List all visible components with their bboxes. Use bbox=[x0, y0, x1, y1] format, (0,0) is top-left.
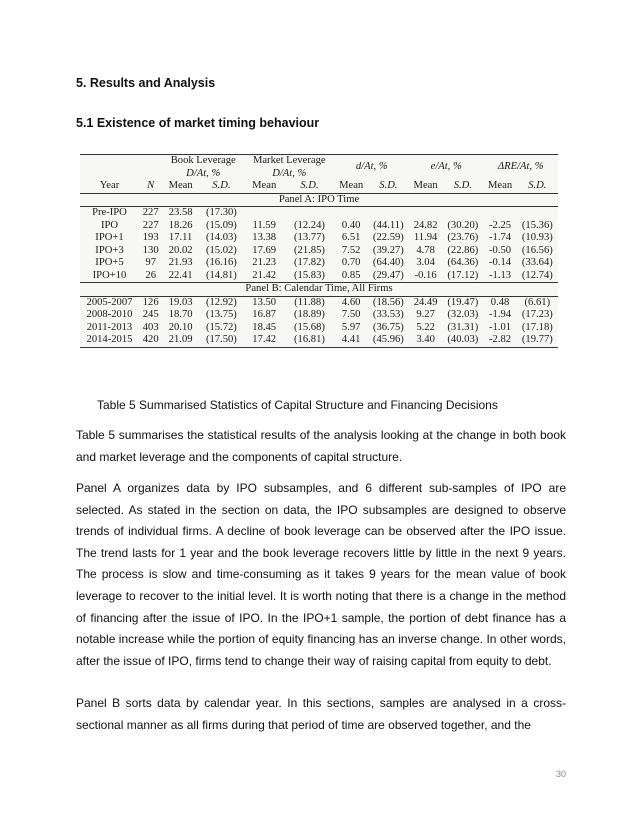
table-cell: 13.38 bbox=[252, 232, 277, 243]
table-cell: (21.85) bbox=[294, 244, 325, 256]
column-header: S.D. bbox=[368, 180, 409, 193]
table-cell: (22.86) bbox=[447, 244, 479, 256]
table-cell: 0.40 bbox=[341, 219, 361, 231]
table-cell bbox=[244, 207, 284, 220]
table-cell: (14.03) bbox=[205, 232, 237, 243]
column-header: S.D. bbox=[517, 180, 558, 193]
table-cell: 26 bbox=[145, 269, 156, 281]
table-cell: (18.89) bbox=[294, 309, 325, 320]
table-cell: 420 bbox=[139, 334, 163, 347]
table-cell: -0.50 bbox=[489, 244, 512, 256]
subsection-heading: 5.1 Existence of market timing behaviour bbox=[76, 116, 320, 130]
column-header: N bbox=[139, 180, 163, 193]
table-row bbox=[80, 322, 558, 335]
table-cell: 20.10 bbox=[168, 321, 193, 333]
table-cell: 17.11 bbox=[168, 232, 193, 243]
table-cell bbox=[442, 207, 483, 220]
table-cell: 4.60 bbox=[341, 296, 361, 308]
table-cell: (14.81) bbox=[205, 269, 237, 281]
table-cell: 21.09 bbox=[162, 334, 198, 347]
section-heading: 5. Results and Analysis bbox=[76, 76, 216, 90]
table-cell: (15.09) bbox=[205, 219, 237, 231]
table-cell: 17.42 bbox=[244, 334, 284, 347]
table-cell: 7.52 bbox=[341, 244, 361, 256]
table-cell: 0.48 bbox=[490, 296, 510, 308]
table-cell: (32.03) bbox=[447, 309, 479, 320]
table-cell: 3.40 bbox=[409, 334, 442, 347]
table-cell: (45.96) bbox=[368, 334, 409, 347]
table-cell: 23.58 bbox=[168, 207, 193, 218]
table-cell: -2.25 bbox=[489, 219, 512, 231]
table-cell: 0.70 bbox=[341, 257, 361, 268]
table-cell: 11.59 bbox=[252, 219, 276, 231]
paragraph-1: Table 5 summarises the statistical results of the analysis looking at the change in both book and market leverage and the components of capital structure. bbox=[76, 428, 566, 464]
table-cell: (29.47) bbox=[372, 269, 404, 281]
table-cell: (15.68) bbox=[294, 321, 325, 333]
panel-b-title: Panel B: Calendar Time, All Firms bbox=[80, 283, 558, 297]
table-cell: 21.93 bbox=[168, 257, 193, 268]
table-cell: (16.81) bbox=[284, 334, 334, 347]
table-cell: (40.03) bbox=[442, 334, 483, 347]
table-cell: (17.23) bbox=[521, 309, 553, 320]
header-cell bbox=[80, 155, 139, 168]
page-number: 30 bbox=[555, 769, 566, 779]
table-cell: (13.77) bbox=[294, 232, 325, 243]
column-header: Mean bbox=[483, 180, 516, 193]
table-cell bbox=[483, 207, 516, 220]
table-cell: 21.42 bbox=[252, 269, 277, 281]
table-cell: (15.02) bbox=[205, 244, 237, 256]
table-cell: 21.23 bbox=[252, 257, 277, 268]
header-cell bbox=[139, 155, 163, 168]
table-cell: 13.50 bbox=[252, 296, 277, 308]
table-cell: 5.22 bbox=[416, 321, 435, 333]
table-cell: (64.36) bbox=[447, 257, 479, 268]
table-cell: (16.56) bbox=[521, 244, 553, 256]
column-header: Mean bbox=[335, 180, 368, 193]
table-cell: 3.04 bbox=[416, 257, 435, 268]
table-cell: -1.01 bbox=[489, 321, 512, 333]
header-cell bbox=[80, 168, 139, 181]
table-cell: (15.83) bbox=[294, 269, 325, 281]
table-cell: (19.47) bbox=[447, 296, 479, 308]
table-cell: 5.97 bbox=[341, 321, 361, 333]
summary-statistics-table bbox=[80, 154, 558, 348]
table-cell: (17.50) bbox=[199, 334, 244, 347]
column-header: S.D. bbox=[199, 180, 244, 193]
book-leverage-unit: D/At, % bbox=[186, 167, 221, 179]
table-cell: 4.41 bbox=[335, 334, 368, 347]
table-cell bbox=[409, 207, 442, 220]
table-cell: (33.53) bbox=[372, 309, 404, 320]
table-cell: (23.76) bbox=[447, 232, 479, 243]
row-label: 2008-2010 bbox=[86, 309, 133, 320]
table-cell: (17.82) bbox=[294, 257, 325, 268]
table-row bbox=[80, 220, 558, 233]
market-leverage-unit: D/At, % bbox=[272, 167, 307, 179]
row-label: IPO+10 bbox=[92, 269, 127, 281]
table-cell: 24.49 bbox=[413, 296, 438, 308]
table-cell bbox=[335, 207, 368, 220]
panel-a-title: Panel A: IPO Time bbox=[80, 193, 558, 207]
column-header: Mean bbox=[244, 180, 284, 193]
re-at-header: ΔRE/At, % bbox=[483, 155, 558, 181]
column-header: S.D. bbox=[442, 180, 483, 193]
table-cell: 227 bbox=[142, 207, 159, 218]
row-label: IPO+3 bbox=[95, 244, 124, 256]
table-cell: 97 bbox=[145, 257, 156, 268]
table-cell: -1.74 bbox=[489, 232, 512, 243]
table-cell: (64.40) bbox=[372, 257, 404, 268]
table-cell: -1.13 bbox=[489, 269, 512, 281]
book-leverage-header: Book Leverage bbox=[162, 155, 244, 168]
table-cell: (6.61) bbox=[524, 296, 551, 308]
table-cell: 18.26 bbox=[168, 219, 193, 231]
table-cell: 193 bbox=[142, 232, 159, 243]
row-label: IPO bbox=[100, 219, 119, 231]
d-at-header: d/At, % bbox=[335, 155, 409, 181]
column-header: Year bbox=[80, 180, 139, 193]
table-cell: 227 bbox=[142, 219, 159, 231]
table-cell: 403 bbox=[142, 321, 159, 333]
table-row bbox=[80, 309, 558, 322]
row-label: Pre-IPO bbox=[92, 207, 127, 218]
table-cell: (33.64) bbox=[521, 257, 553, 268]
table-cell: -2.82 bbox=[483, 334, 516, 347]
row-label: IPO+5 bbox=[95, 257, 124, 268]
table-cell: (16.16) bbox=[205, 257, 237, 268]
header-cell bbox=[139, 168, 163, 181]
paragraph-2: Panel A organizes data by IPO subsamples, and 6 different sub-samples of IPO are selected. As stated in the section on data, the IPO subsamples are designed to observe trends of individual firms. A decline of book leverage can be observed after the IPO issue. The trend lasts for 1 year and the book leverage recovers little by little in the next 9 years. The process is slow and time-consuming as it takes 9 years for the mean value of book leverage to recover to the initial level. It is worth noting that there is a change in the method of financing after the issue of IPO. In the IPO+1 sample, the portion of debt finance has a notable increase while the portion of equity financing has an inverse change. In other words, after the issue of IPO, firms tend to change their way of raising capital from equity to debt. bbox=[76, 481, 566, 668]
table-row bbox=[80, 207, 558, 220]
paragraph-3: Panel B sorts data by calendar year. In this sections, samples are analysed in a cross-sectional manner as all firms during that period of time are observed together, and the bbox=[76, 696, 566, 732]
table-cell: (39.27) bbox=[372, 244, 404, 256]
column-header: Mean bbox=[409, 180, 442, 193]
table-cell: 0.85 bbox=[341, 269, 361, 281]
table-cell: 4.78 bbox=[416, 244, 435, 256]
table-cell: (17.18) bbox=[521, 321, 553, 333]
column-header: S.D. bbox=[284, 180, 334, 193]
table-cell: (36.75) bbox=[372, 321, 404, 333]
table-cell: (15.36) bbox=[521, 219, 553, 231]
table-cell: 24.82 bbox=[413, 219, 438, 231]
table-cell: -0.14 bbox=[489, 257, 512, 268]
market-leverage-header: Market Leverage bbox=[244, 155, 335, 168]
row-label: IPO+1 bbox=[95, 232, 124, 243]
row-label: 2014-2015 bbox=[80, 334, 139, 347]
table-row bbox=[80, 245, 558, 258]
table-cell: 11.94 bbox=[413, 232, 438, 243]
table-cell: (10.93) bbox=[521, 232, 553, 243]
table-cell: (18.56) bbox=[372, 296, 404, 308]
table-cell: (17.30) bbox=[205, 207, 237, 218]
table-cell: 126 bbox=[142, 296, 159, 308]
table-cell: -1.94 bbox=[489, 309, 512, 320]
table-cell: 16.87 bbox=[252, 309, 277, 320]
table-cell: 130 bbox=[142, 244, 159, 256]
table-cell: (12.24) bbox=[294, 219, 325, 231]
table-cell: (12.92) bbox=[205, 296, 237, 308]
table-cell: 20.02 bbox=[168, 244, 193, 256]
table-row bbox=[80, 232, 558, 245]
table-cell: 19.03 bbox=[168, 296, 193, 308]
table-row bbox=[80, 296, 558, 309]
table-row bbox=[80, 334, 558, 347]
table-row bbox=[80, 270, 558, 283]
table-row bbox=[80, 257, 558, 270]
column-header: Mean bbox=[162, 180, 198, 193]
table-cell: (11.88) bbox=[294, 296, 325, 308]
table-cell: (19.77) bbox=[517, 334, 558, 347]
table-cell bbox=[368, 207, 409, 220]
table-cell: 6.51 bbox=[341, 232, 361, 243]
table-cell: (17.12) bbox=[447, 269, 479, 281]
table-caption: Table 5 Summarised Statistics of Capital Structure and Financing Decisions bbox=[97, 398, 498, 412]
table-cell: 7.50 bbox=[341, 309, 361, 320]
table-cell: (22.59) bbox=[372, 232, 404, 243]
table-cell: 22.41 bbox=[168, 269, 193, 281]
row-label: 2005-2007 bbox=[86, 296, 133, 308]
table-cell: (31.31) bbox=[447, 321, 479, 333]
table-cell bbox=[284, 207, 334, 220]
table-cell: (30.20) bbox=[447, 219, 479, 231]
table-cell: (15.72) bbox=[205, 321, 237, 333]
table-cell: 18.45 bbox=[252, 321, 277, 333]
table-cell bbox=[517, 207, 558, 220]
table-cell: 17.69 bbox=[252, 244, 277, 256]
table-image bbox=[80, 154, 558, 348]
table-cell: 18.70 bbox=[168, 309, 193, 320]
table-cell: (12.74) bbox=[521, 269, 553, 281]
table-cell: (44.11) bbox=[373, 219, 404, 231]
row-label: 2011-2013 bbox=[86, 321, 133, 333]
e-at-header: e/At, % bbox=[409, 155, 483, 181]
table-cell: -0.16 bbox=[414, 269, 437, 281]
table-cell: 245 bbox=[142, 309, 159, 320]
table-cell: 9.27 bbox=[416, 309, 435, 320]
table-cell: (13.75) bbox=[205, 309, 237, 320]
